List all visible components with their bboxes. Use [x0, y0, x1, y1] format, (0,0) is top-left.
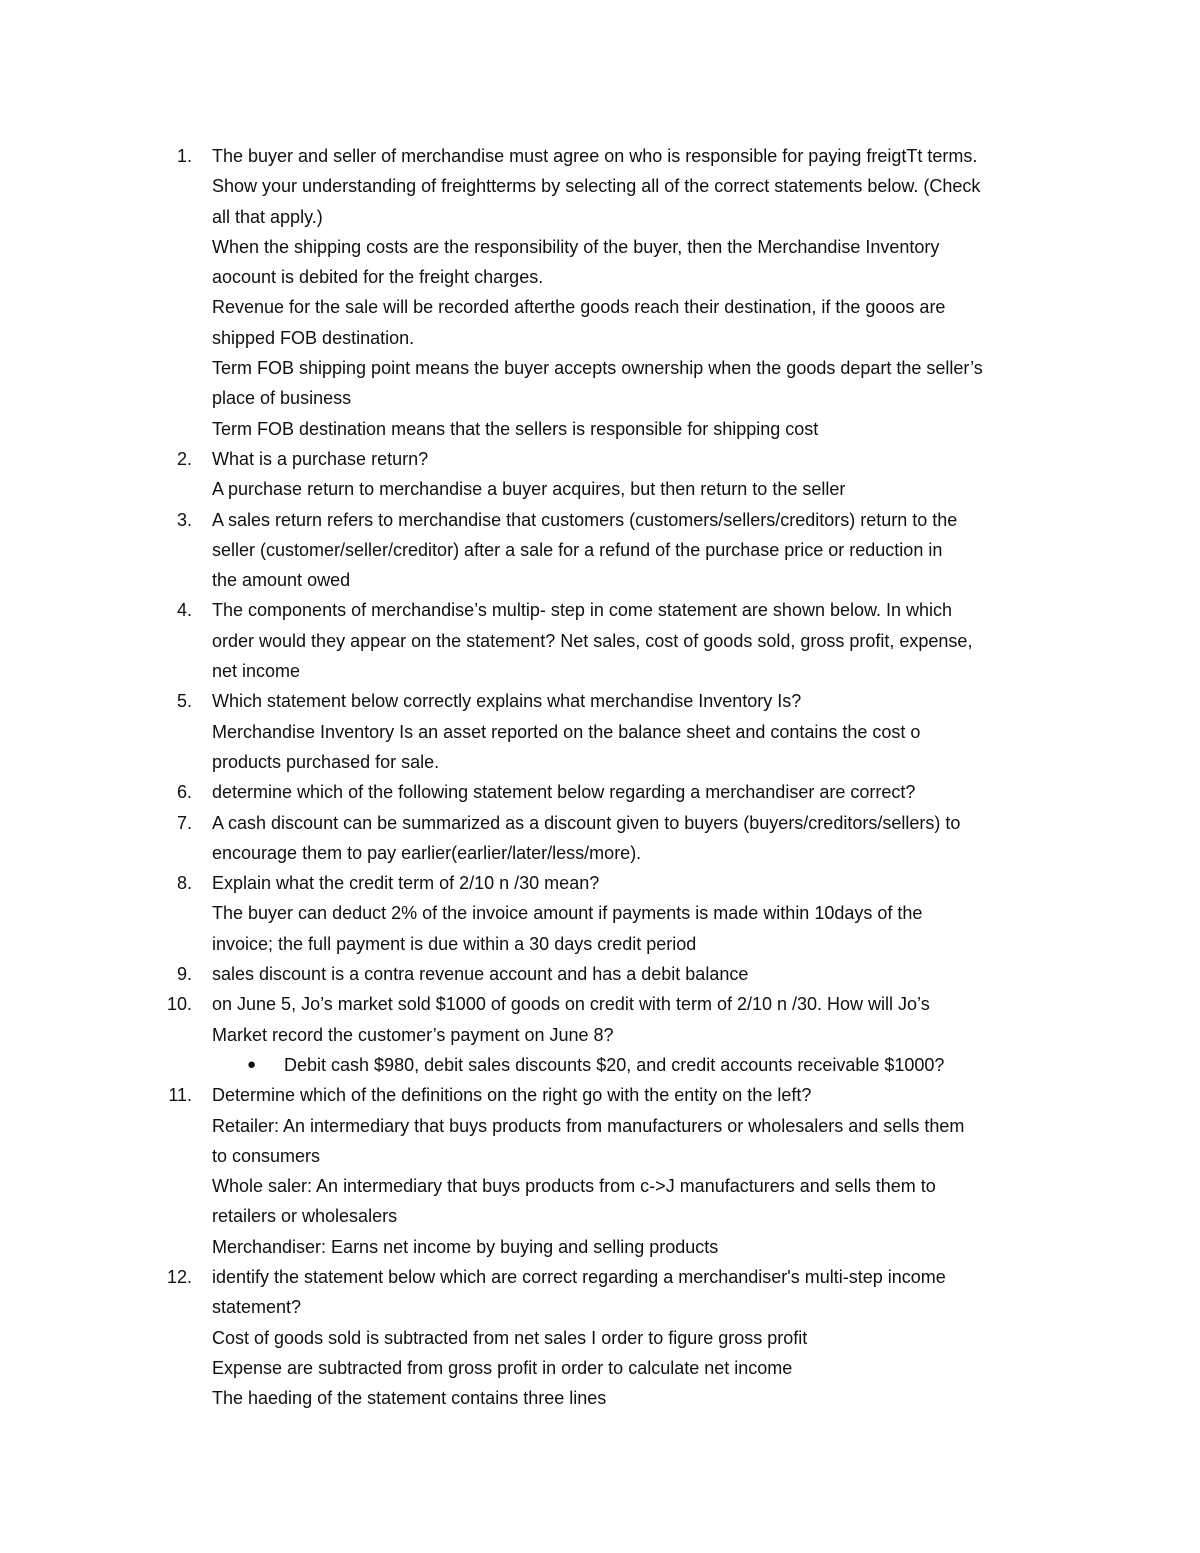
question-line [0, 202, 1200, 232]
question-line [0, 383, 1200, 413]
question-list [0, 141, 1200, 1413]
question-text: place of business [212, 388, 352, 409]
question-text: When the shipping costs are the responsibility of the buyer, then the Merchandise Inventory [212, 236, 940, 257]
bullet-item [0, 1050, 1200, 1080]
question-item [0, 686, 1200, 716]
question-line [0, 1232, 1200, 1262]
question-line [0, 171, 1200, 201]
item-number: 6. [176, 782, 192, 803]
question-item [0, 595, 1200, 625]
question-item [0, 808, 1200, 838]
question-line [0, 262, 1200, 292]
question-line [0, 292, 1200, 322]
question-line [0, 414, 1200, 444]
question-text: What is a purchase return? [212, 448, 429, 469]
question-text: Which statement below correctly explains what merchandise Inventory Is? [212, 691, 802, 712]
item-number: 5. [176, 691, 192, 712]
question-text: Term FOB destination means that the sellers is responsible for shipping cost [212, 418, 819, 439]
question-text: Determine which of the definitions on the right go with the entity on the left? [212, 1085, 812, 1106]
question-text: Show your understanding of freightterms by selecting all of the correct statements below. (Check [212, 176, 981, 197]
question-line [0, 535, 1200, 565]
question-text: Retailer: An intermediary that buys products from manufacturers or wholesalers and sells them [212, 1115, 965, 1136]
question-text: net income [212, 661, 301, 682]
item-number: 3. [176, 509, 192, 530]
question-text: A sales return refers to merchandise that customers (customers/sellers/creditors) return to the [212, 509, 958, 530]
question-item [0, 1080, 1200, 1110]
question-line [0, 929, 1200, 959]
question-line [0, 1353, 1200, 1383]
question-line [0, 1201, 1200, 1231]
question-text: Term FOB shipping point means the buyer accepts ownership when the goods depart the seller’s [212, 358, 983, 379]
bullet-text: Debit cash $980, debit sales discounts $20, and credit accounts receivable $1000? [284, 1054, 945, 1075]
question-text: Expense are subtracted from gross profit in order to calculate net income [212, 1357, 793, 1378]
item-number: 11. [168, 1085, 192, 1106]
question-text: seller (customer/seller/creditor) after a sale for a refund of the purchase price or reduction in [212, 539, 943, 560]
question-line [0, 656, 1200, 686]
item-number: 9. [176, 964, 192, 985]
question-item [0, 505, 1200, 535]
question-text: identify the statement below which are correct regarding a merchandiser's multi-step income [212, 1266, 946, 1287]
question-line [0, 232, 1200, 262]
item-number: 2. [176, 448, 192, 469]
item-number: 10. [166, 994, 192, 1015]
question-text: Explain what the credit term of 2/10 n /30 mean? [212, 873, 600, 894]
item-number: 1. [176, 146, 192, 166]
question-text: The components of merchandise’s multip- step in come statement are shown below. In which [212, 600, 953, 621]
question-text: Whole saler: An intermediary that buys products from c->J manufacturers and sells them to [212, 1176, 936, 1197]
question-line [0, 353, 1200, 383]
question-line [0, 838, 1200, 868]
question-text: Merchandiser: Earns net income by buying and selling products [212, 1236, 719, 1257]
question-text: products purchased for sale. [212, 751, 440, 772]
question-text: sales discount is a contra revenue account and has a debit balance [212, 964, 749, 985]
question-item [0, 141, 1200, 171]
question-line [0, 565, 1200, 595]
question-text: to consumers [212, 1145, 321, 1166]
question-text: Merchandise Inventory Is an asset reported on the balance sheet and contains the cost o [212, 721, 921, 742]
question-item [0, 1262, 1200, 1292]
question-item [0, 959, 1200, 989]
question-text: aocount is debited for the freight charges. [212, 267, 544, 288]
question-text: determine which of the following statement below regarding a merchandiser are correct? [212, 782, 916, 803]
question-line [0, 1020, 1200, 1050]
question-line [0, 1111, 1200, 1141]
question-text: Revenue for the sale will be recorded afterthe goods reach their destination, if the gooos are [212, 297, 946, 318]
question-text: The buyer can deduct 2% of the invoice amount if payments is made within 10days of the [212, 903, 923, 924]
question-line [0, 474, 1200, 504]
question-line [0, 1141, 1200, 1171]
question-text: shipped FOB destination. [212, 327, 415, 348]
question-line [0, 747, 1200, 777]
question-text: statement? [212, 1297, 302, 1318]
question-text: Cost of goods sold is subtracted from net sales I order to figure gross profit [212, 1327, 808, 1348]
question-text: Market record the customer’s payment on June 8? [212, 1024, 614, 1045]
question-line [0, 717, 1200, 747]
item-number: 4. [176, 600, 192, 621]
question-item [0, 868, 1200, 898]
question-text: A cash discount can be summarized as a discount given to buyers (buyers/creditors/sellers) to [212, 812, 961, 833]
question-text: A purchase return to merchandise a buyer acquires, but then return to the seller [212, 479, 846, 500]
item-number: 8. [176, 873, 192, 894]
item-number: 7. [176, 812, 192, 833]
question-line [0, 323, 1200, 353]
question-item [0, 777, 1200, 807]
question-text: The buyer and seller of merchandise must agree on who is responsible for paying freigtTt terms. [212, 146, 978, 166]
question-text: invoice; the full payment is due within a 30 days credit period [212, 933, 697, 954]
question-text: retailers or wholesalers [212, 1206, 398, 1227]
question-line [0, 1383, 1200, 1413]
question-text: order would they appear on the statement? Net sales, cost of goods sold, gross profit, expense, [212, 630, 973, 651]
question-item [0, 444, 1200, 474]
item-number: 12. [166, 1266, 192, 1287]
question-line [0, 626, 1200, 656]
question-line [0, 898, 1200, 928]
question-text: on June 5, Jo’s market sold $1000 of goods on credit with term of 2/10 n /30. How will Jo’s [212, 994, 930, 1015]
bullet-icon: ● [247, 1055, 257, 1073]
question-item [0, 989, 1200, 1019]
question-line [0, 1171, 1200, 1201]
question-line [0, 1323, 1200, 1353]
question-text: all that apply.) [212, 206, 323, 227]
question-line [0, 1292, 1200, 1322]
question-text: The haeding of the statement contains three lines [212, 1388, 607, 1409]
question-text: the amount owed [212, 570, 351, 591]
question-text: encourage them to pay earlier(earlier/later/less/more). [212, 842, 642, 863]
